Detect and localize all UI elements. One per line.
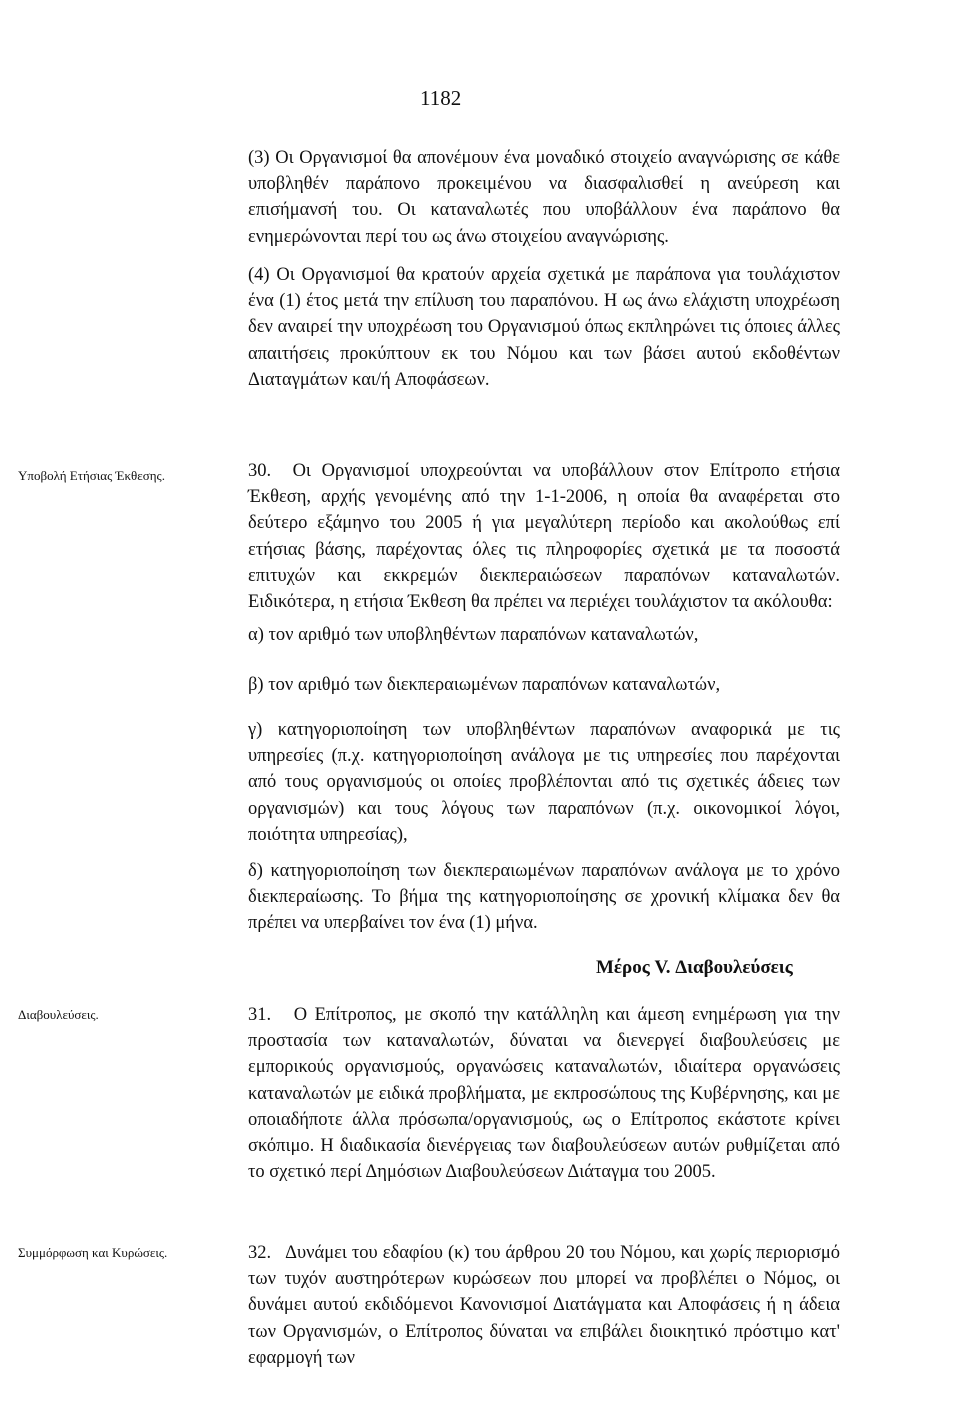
- paragraph-3: (3) Οι Οργανισμοί θα απονέμουν ένα μοναδικό στοιχείο αναγνώρισης σε κάθε υποβληθέν παράπονο προκειμένου να διασφαλισθεί η ανεύρεση και επισήμανσή του. Οι καταναλωτές που υποβάλλουν ένα παράπονο θα ενημερώνονται περί του ως άνω στοιχείου αναγνώρισης.: [248, 148, 840, 247]
- paragraph-4: (4) Οι Οργανισμοί θα κρατούν αρχεία σχετικά με παράπονα για τουλάχιστον ένα (1) έτος μετά την επίλυση του παραπόνου. Η ως άνω ελάχιστη υποχρέωση δεν αναιρεί την υποχρέωση του Οργανισμού όπως εκπληρώνει τις όποιες άλλες απαιτήσεις προκύπτουν εκ του Νόμου και των βάσει αυτού εκδοθέντων Διαταγμάτων και/ή Αποφάσεων.: [248, 265, 840, 390]
- section-32-number: 32.: [248, 1243, 272, 1263]
- section-30-text: Οι Οργανισμοί υποχρεούνται να υποβάλλουν στον Επίτροπο ετήσια Έκθεση, αρχής γενομένης από την 1-1-2006, η οποία θα αναφέρεται στο δεύτερο εξάμηνο του 2005 ή για μεγαλύτερη περίοδο και ακολούθως επί ετήσιας βάσης, παρέχοντας όλες τις πληροφορίες σχετικά με τα ποσοστά επιτυχών και εκκρεμών διεκπεραιώσεων παραπόνων καταναλωτών. Ειδικότερα, η ετήσια Έκθεση θα πρέπει να περιέχει τουλάχιστον τα ακόλουθα:: [248, 461, 840, 613]
- list-item-d: δ) κατηγοριοποίηση των διεκπεραιωμένων παραπόνων ανάλογα με το χρόνο διεκπεραίωσης. Το βήμα της κατηγοριοποίησης σε χρονική κλίμακα δεν θα πρέπει να υπερβαίνει τον ένα (1) μήνα.: [248, 861, 840, 934]
- margin-note-compliance: Συμμόρφωση και Κυρώσεις.: [18, 1245, 168, 1260]
- section-31-text: Ο Επίτροπος, με σκοπό την κατάλληλη και άμεση ενημέρωση για την προστασία των καταναλωτών, δύναται να διενεργεί διαβουλεύσεις με εμπορικούς οργανισμούς, οργανώσεις καταναλωτών, ιδιαίτερα οργανώσεις καταναλωτών με ειδικά προβλήματα, με εκπροσώπους της Κυβέρνησης, και με οποιαδήποτε άλλα πρόσωπα/οργανισμούς, ως ο Επίτροπος εκάστοτε κρίνει σκόπιμο. Η διαδικασία διενέργειας των διαβουλεύσεων αυτών ρυθμίζεται από το σχετικό περί Δημόσιων Διαβουλεύσεων Διάταγμα του 2005.: [248, 1005, 840, 1183]
- section-32: [248, 1240, 840, 1371]
- page-number: 1182: [420, 86, 462, 110]
- section-31: [248, 1002, 840, 1185]
- section-30-number: 30.: [248, 461, 272, 481]
- margin-note-annual-report: Υποβολή Ετήσιας Έκθεσης.: [18, 468, 165, 483]
- section-30: [248, 458, 840, 615]
- list-item-a: α) τον αριθμό των υποβληθέντων παραπόνων καταναλωτών,: [248, 625, 699, 645]
- list-item-b: β) τον αριθμό των διεκπεραιωμένων παραπόνων καταναλωτών,: [248, 675, 721, 695]
- list-item-c: γ) κατηγοριοποίηση των υποβληθέντων παραπόνων αναφορικά με τις υπηρεσίες (π.χ. κατηγοριοποίηση ανάλογα με τις υπηρεσίες που παρέχονται από τους οργανισμούς οι οποίες προβλέπονται από τις σχετικές άδειες των οργανισμών) και τους λόγους των παραπόνων (π.χ. οικονομικοί λόγοι, ποιότητα υπηρεσίας),: [248, 720, 840, 845]
- margin-note-consultations: Διαβουλεύσεις.: [18, 1007, 99, 1022]
- part-heading: Μέρος V. Διαβουλεύσεις: [596, 957, 793, 978]
- section-32-text: Δυνάμει του εδαφίου (κ) του άρθρου 20 του Νόμου, και χωρίς περιορισμό των τυχόν αυστηρότερων κυρώσεων που μπορεί να προβλέπει ο Νόμος, οι δυνάμει αυτού εκδιδόμενοι Κανονισμοί Διατάγματα και Αποφάσεις ή η άδεια των Οργανισμών, ο Επίτροπος δύναται να επιβάλει διοικητικό πρόστιμο κατ' εφαρμογή των: [248, 1243, 840, 1368]
- section-31-number: 31.: [248, 1005, 272, 1025]
